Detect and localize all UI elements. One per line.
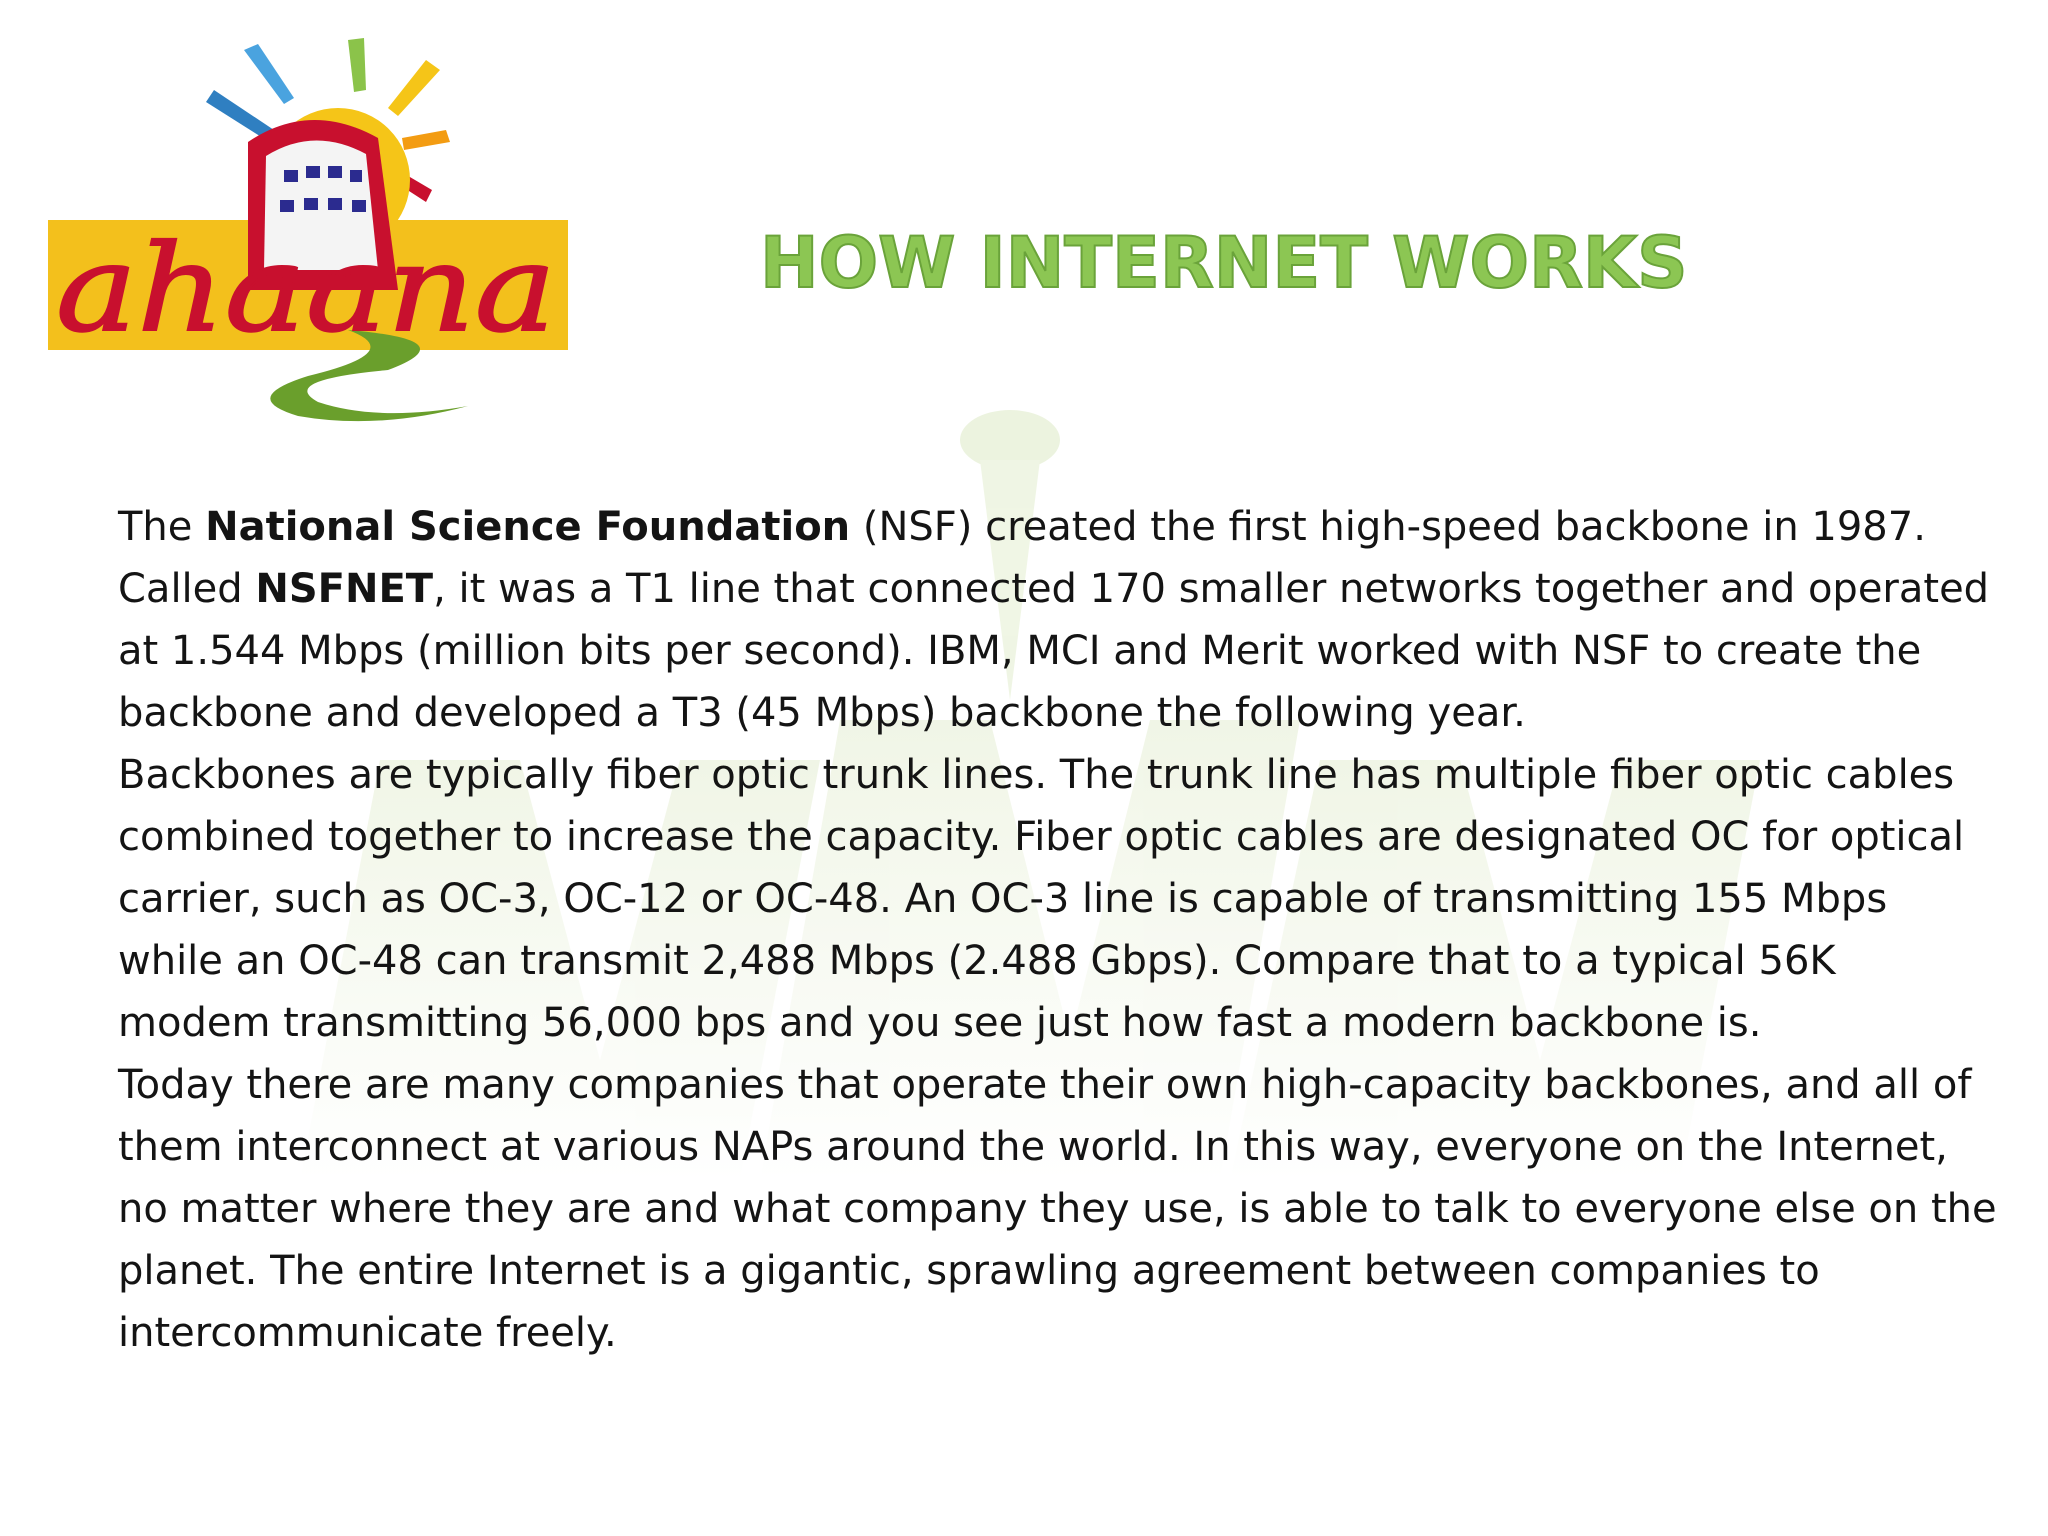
paragraph-nsf-history (118, 496, 1998, 744)
p1-text-1: The (118, 504, 206, 550)
logo-text: ahaana (56, 220, 556, 359)
p1-bold-nsfnet: NSFNET (255, 566, 434, 612)
ahaana-logo (48, 30, 568, 430)
body-text (118, 496, 1998, 1364)
p1-bold-nsf: National Science Foundation (205, 504, 851, 550)
p1-text-3: , it was a T1 line that connected 170 smaller networks together and operated at 1.544 Mbps (million bits per second). IBM, MCI and Merit worked with NSF to create the backbone and developed a T3 (45 Mbps) backbone the following year. (118, 566, 1990, 736)
paragraph-backbones: Backbones are typically fiber optic trunk lines. The trunk line has multiple fiber optic cables combined together to increase the capacity. Fiber optic cables are designated OC for optical carrier, such as OC-3, OC-12 or OC-48. An OC-3 line is capable of transmitting 155 Mbps while an OC-48 can transmit 2,488 Mbps (2.488 Gbps). Compare that to a typical 56K modem transmitting 56,000 bps and you see just how fast a modern backbone is. (118, 752, 1965, 1046)
slide-title: HOW INTERNET WORKS (760, 222, 1688, 304)
p1-text-2: (NSF) created the first high-speed backbone in 1987. Called (118, 504, 1926, 612)
paragraph-interconnect: Today there are many companies that operate their own high-capacity backbones, and all of them interconnect at various NAPs around the world. In this way, everyone on the Internet, no matter where they are and what company they use, is able to talk to everyone else on the planet. The entire Internet is a gigantic, sprawling agreement between companies to intercommunicate freely. (118, 1062, 1997, 1356)
